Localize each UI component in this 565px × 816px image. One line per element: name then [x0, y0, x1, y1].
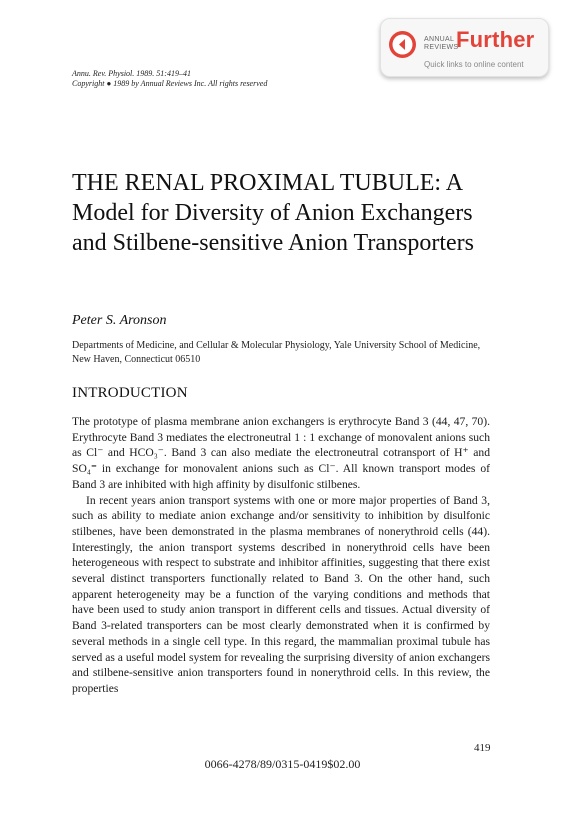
author-affiliation: Departments of Medicine, and Cellular & Molecular Physiology, Yale University School of Medicine, New Haven, Connecticut 06510 — [72, 340, 481, 365]
further-label: Further — [456, 27, 535, 52]
back-arrow-icon — [389, 31, 416, 58]
paragraph: In recent years anion transport systems with one or more major properties of Band 3, such as ability to mediate anion exchange and/or sensitivity to inhibition by disulfonic stilbenes, have been demonstrated in the plasma membranes of nonerythroid cells (44). Interestingly, the anion transport systems described in nonerythroid cells have been heterogeneous with respect to substrate and inhibitor affinities, suggesting that there exist several distinct transporters functionally related to Band 3. On the other hand, such apparent heterogeneity may be a function of the varying conditions and methods that have been used to study anion transport in different cells and tissues. Actual diversity of Band 3-related transporters can be most clearly demonstrated when it is confirmed by several methods in a single cell type. In this regard, the mammalian proximal tubule has served as a useful model system for revealing the surprising diversity of anion exchangers and stilbene-sensitive anion transporters found in nonerythroid cells. In this review, the properties — [72, 493, 490, 695]
journal-citation: Annu. Rev. Physiol. 1989. 51:419–41 — [72, 69, 191, 78]
author-name: Peter S. Aronson — [72, 313, 167, 328]
paragraph: The prototype of plasma membrane anion exchangers is erythrocyte Band 3 (44, 47, 70). Erythrocyte Band 3 mediates the electroneutral 1 : 1 exchange of monovalent anions such as Cl⁻ and HCO₃⁻. Band 3 can also mediate the electroneutral cotransport of H⁺ and SO₄⁼ in exchange for monovalent anions such as Cl⁻. All known transport modes of Band 3 are inhibited with high affinity by disulfonic stilbenes. — [72, 415, 490, 491]
copyright-line: Copyright ● 1989 by Annual Reviews Inc. All rights reserved — [72, 78, 268, 88]
section-heading: INTRODUCTION — [72, 385, 188, 401]
body-text — [72, 414, 490, 697]
annual-reviews-label: ANNUAL REVIEWS — [424, 36, 459, 51]
quick-links-text: Quick links to online content — [424, 60, 524, 69]
further-banner[interactable] — [380, 18, 549, 77]
article-title: THE RENAL PROXIMAL TUBULE: A Model for Diversity of Anion Exchangers and Stilbene-sensitive Anion Transporters — [72, 170, 474, 256]
article-code: 0066-4278/89/0315-0419$02.00 — [204, 757, 361, 771]
page-number: 419 — [474, 742, 491, 754]
journal-meta — [72, 69, 267, 88]
